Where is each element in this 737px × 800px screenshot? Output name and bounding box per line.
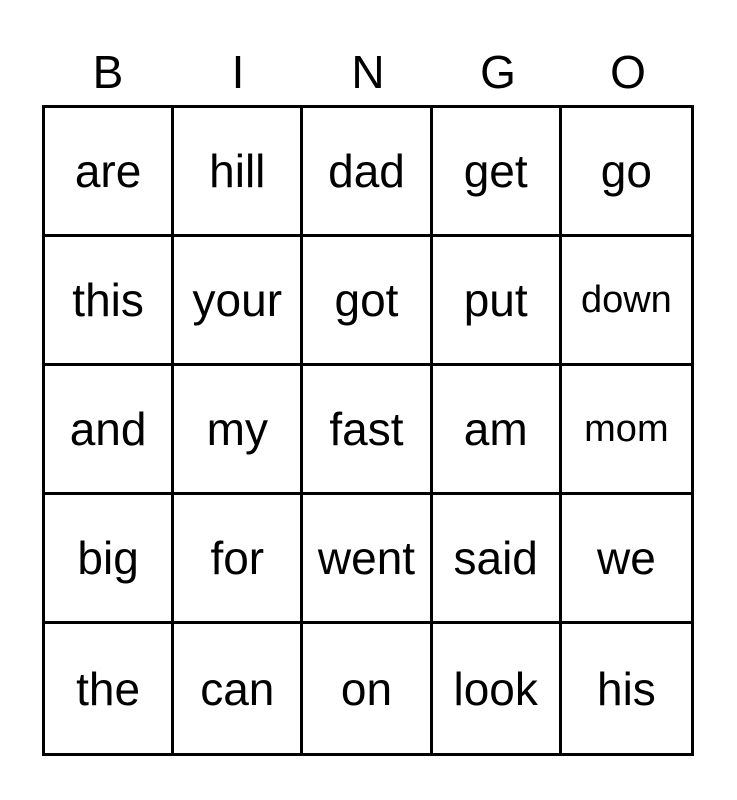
bingo-cell: dad bbox=[303, 108, 432, 237]
header-letter-i: I bbox=[231, 46, 245, 98]
bingo-cell: am bbox=[433, 366, 562, 495]
bingo-cell: hill bbox=[174, 108, 303, 237]
header-letter-n: N bbox=[351, 46, 385, 98]
bingo-cell: look bbox=[433, 624, 562, 753]
header-letter-g: G bbox=[480, 46, 516, 98]
header-letter-o: O bbox=[610, 46, 646, 98]
bingo-cell: and bbox=[45, 366, 174, 495]
bingo-cell: the bbox=[45, 624, 174, 753]
bingo-cell: went bbox=[303, 495, 432, 624]
bingo-cell: are bbox=[45, 108, 174, 237]
bingo-cell: on bbox=[303, 624, 432, 753]
header-letter-b: B bbox=[92, 46, 124, 98]
bingo-cell: big bbox=[45, 495, 174, 624]
bingo-cell: this bbox=[45, 237, 174, 366]
bingo-cell: go bbox=[562, 108, 691, 237]
bingo-cell: mom bbox=[562, 366, 691, 495]
bingo-cell: your bbox=[174, 237, 303, 366]
bingo-cell: got bbox=[303, 237, 432, 366]
bingo-cell: his bbox=[596, 662, 656, 715]
bingo-cell: can bbox=[174, 624, 303, 753]
bingo-cell: we bbox=[562, 495, 691, 624]
bingo-card-grid bbox=[42, 105, 694, 756]
bingo-cell: for bbox=[174, 495, 303, 624]
bingo-cell: said bbox=[433, 495, 562, 624]
bingo-header bbox=[43, 42, 693, 102]
bingo-cell: down bbox=[562, 237, 691, 366]
bingo-cell: fast bbox=[303, 366, 432, 495]
bingo-cell: get bbox=[433, 108, 562, 237]
bingo-cell: my bbox=[174, 366, 303, 495]
bingo-cell: put bbox=[433, 237, 562, 366]
